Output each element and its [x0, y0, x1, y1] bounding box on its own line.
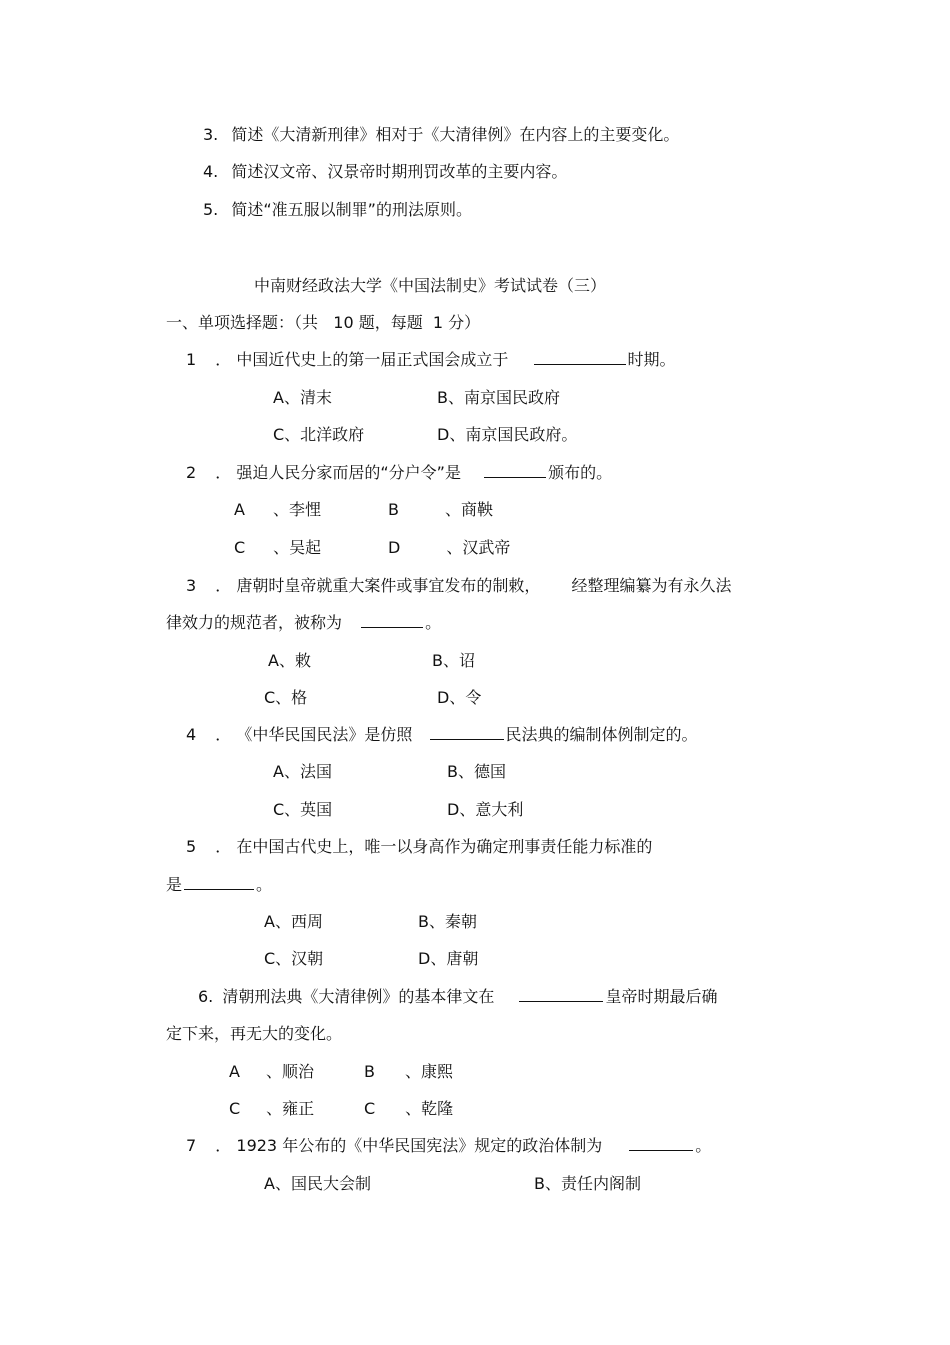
- question-6-continued: 定下来，再无大的变化。: [166, 1024, 343, 1043]
- option: B、诏: [432, 651, 475, 670]
- question-number: 1: [186, 350, 197, 369]
- option: D、令: [437, 688, 482, 707]
- option: A、敕: [268, 651, 311, 670]
- question-number: 2: [186, 463, 197, 482]
- item-text: 简述汉文帝、汉景帝时期刑罚改革的主要内容。: [231, 162, 568, 181]
- option: A、西周: [264, 912, 323, 931]
- question-text: 中国近代史上的第一届正式国会成立于: [236, 350, 509, 369]
- answer-blank: [629, 1136, 693, 1151]
- question-5-continued: 是 。: [166, 875, 273, 894]
- item-number: 5.: [203, 200, 219, 219]
- item-text: 简述《大清新刑律》相对于《大清律例》在内容上的主要变化。: [231, 125, 680, 144]
- question-3-continued: 律效力的规范者，被称为 。: [166, 613, 442, 632]
- option: C 、吴起: [234, 538, 322, 557]
- question-1: 1 ． 中国近代史上的第一届正式国会成立于 时期。: [186, 350, 676, 369]
- option: D、意大利: [447, 800, 524, 819]
- option: A 、李悝: [234, 500, 321, 519]
- option: B 、康熙: [364, 1062, 453, 1081]
- question-text: 1923 年公布的《中华民国宪法》规定的政治体制为: [236, 1136, 603, 1155]
- answer-blank: [184, 875, 254, 890]
- question-number: 3: [186, 576, 197, 595]
- question-text: 唐朝时皇帝就重大案件或事宜发布的制敕，: [236, 576, 541, 595]
- question-3: 3 ． 唐朝时皇帝就重大案件或事宜发布的制敕， 经整理编纂为有永久法: [186, 576, 732, 595]
- question-2: 2 ． 强迫人民分家而居的“分户令”是 颁布的。: [186, 463, 613, 482]
- option: B、秦朝: [418, 912, 477, 931]
- question-number: 4: [186, 725, 197, 744]
- option: C、汉朝: [264, 949, 324, 968]
- option: B、责任内阁制: [534, 1174, 641, 1193]
- question-7: 7 ． 1923 年公布的《中华民国宪法》规定的政治体制为 。: [186, 1136, 712, 1155]
- answer-blank: [484, 463, 546, 478]
- option: A、法国: [273, 762, 332, 781]
- question-text: 《中华民国民法》是仿照: [236, 725, 413, 744]
- option: B、南京国民政府: [437, 388, 560, 407]
- question-5: 5 ． 在中国古代史上，唯一以身高作为确定刑事责任能力标准的: [186, 837, 653, 856]
- answer-blank: [534, 350, 626, 365]
- answer-blank: [430, 725, 504, 740]
- option: B 、商鞅: [388, 500, 493, 519]
- question-number: 7: [186, 1136, 197, 1155]
- option: B、德国: [447, 762, 506, 781]
- exam-title: 中南财经政法大学《中国法制史》考试试卷（三）: [254, 276, 607, 295]
- option: A、清末: [273, 388, 332, 407]
- question-4: 4 ． 《中华民国民法》是仿照 民法典的编制体例制定的。: [186, 725, 698, 744]
- option: A、国民大会制: [264, 1174, 371, 1193]
- question-text: 在中国古代史上，唯一以身高作为确定刑事责任能力标准的: [236, 837, 653, 856]
- question-6: 6. 清朝刑法典《大清律例》的基本律文在 皇帝时期最后确: [198, 987, 718, 1006]
- question-text: 强迫人民分家而居的“分户令”是: [236, 463, 461, 482]
- essay-item: [203, 200, 472, 220]
- answer-blank: [519, 987, 603, 1002]
- option: D 、汉武帝: [388, 538, 511, 557]
- answer-blank: [361, 613, 423, 628]
- option: C、格: [264, 688, 308, 707]
- option: C 、雍正: [229, 1099, 315, 1118]
- item-number: 3.: [203, 125, 219, 144]
- question-number: 6.: [198, 987, 214, 1006]
- item-number: 4.: [203, 162, 219, 181]
- section-header: 一、单项选择题：（共 10 题，每题 1 分）: [166, 313, 481, 332]
- question-text: 清朝刑法典《大清律例》的基本律文在: [222, 987, 495, 1006]
- option: C、英国: [273, 800, 333, 819]
- essay-item: [203, 162, 567, 182]
- option: A 、顺治: [229, 1062, 314, 1081]
- essay-item: [203, 125, 679, 145]
- option: D、唐朝: [418, 949, 479, 968]
- item-text: 简述“准五服以制罪”的刑法原则。: [231, 200, 472, 219]
- option: D、南京国民政府。: [437, 425, 578, 444]
- option: C、北洋政府: [273, 425, 365, 444]
- option: C 、乾隆: [364, 1099, 454, 1118]
- question-number: 5: [186, 837, 197, 856]
